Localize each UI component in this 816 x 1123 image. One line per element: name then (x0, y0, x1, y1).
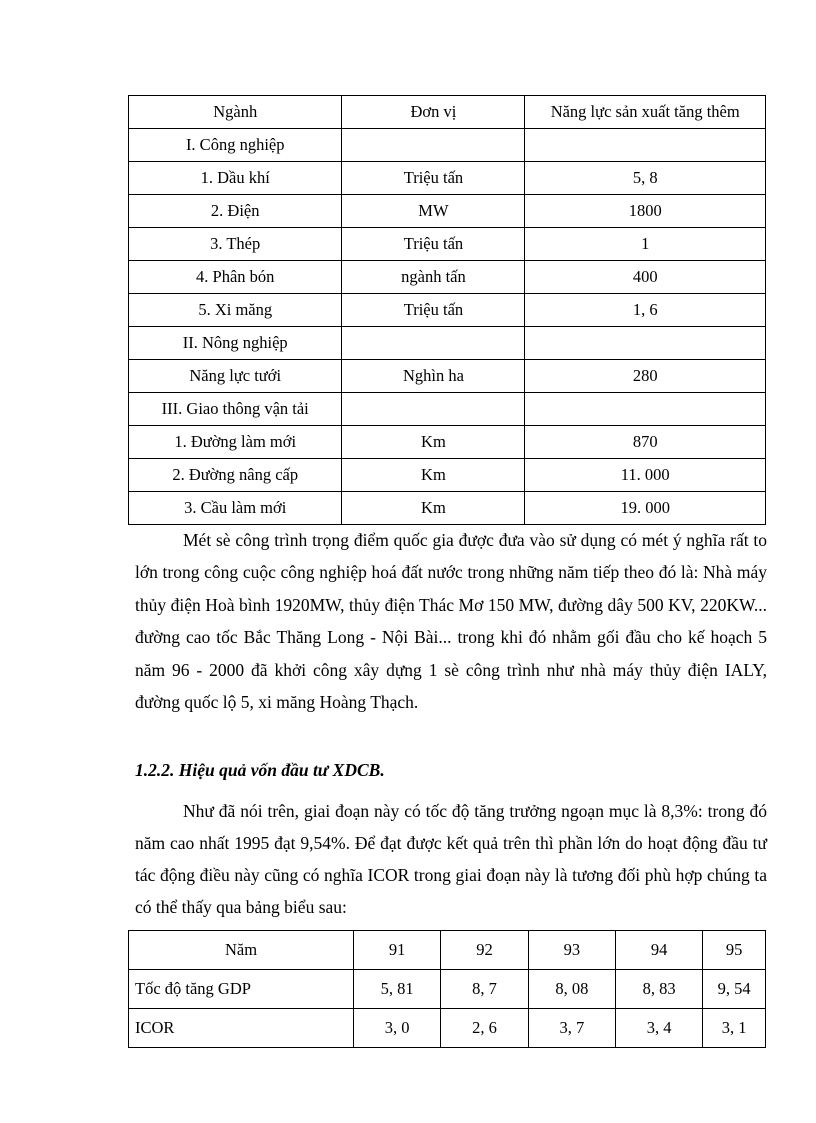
table-cell: 8, 08 (528, 970, 615, 1009)
table-cell: 1. Đường làm mới (129, 426, 342, 459)
table-cell: 1, 6 (525, 294, 766, 327)
table-cell: 400 (525, 261, 766, 294)
table-row (129, 393, 766, 426)
table-cell: Triệu tấn (342, 162, 525, 195)
table-cell: 5, 81 (354, 970, 441, 1009)
table-row-label: Tốc độ tăng GDP (129, 970, 354, 1009)
body-paragraph (135, 795, 767, 923)
table-row (129, 426, 766, 459)
table-cell: 3, 1 (703, 1009, 766, 1048)
table-row (129, 327, 766, 360)
table-cell: Triệu tấn (342, 294, 525, 327)
table-cell: 9, 54 (703, 970, 766, 1009)
table-cell: 1 (525, 228, 766, 261)
table-cell: Km (342, 459, 525, 492)
table-cell: 11. 000 (525, 459, 766, 492)
table-header-cell: 92 (441, 931, 528, 970)
table-header-cell: Ngành (129, 96, 342, 129)
table-cell: 8, 7 (441, 970, 528, 1009)
table-cell (342, 327, 525, 360)
table-cell: 3. Thép (129, 228, 342, 261)
table-cell: 2, 6 (441, 1009, 528, 1048)
table-row (129, 360, 766, 393)
table-cell: 3, 7 (528, 1009, 615, 1048)
table-row (129, 970, 766, 1009)
table-cell: 19. 000 (525, 492, 766, 525)
table-row (129, 459, 766, 492)
table-row (129, 162, 766, 195)
table-cell: Nghìn ha (342, 360, 525, 393)
table-header-cell: Đơn vị (342, 96, 525, 129)
table-cell: 2. Điện (129, 195, 342, 228)
table-cell: 870 (525, 426, 766, 459)
table-cell: III. Giao thông vận tải (129, 393, 342, 426)
table-cell: Km (342, 492, 525, 525)
table-cell: II. Nông nghiệp (129, 327, 342, 360)
table-header-row (129, 96, 766, 129)
table-header-cell: 91 (354, 931, 441, 970)
section-heading: 1.2.2. Hiệu quả vốn đầu tư XDCB. (135, 760, 385, 780)
table-cell (525, 327, 766, 360)
table-header-row (129, 931, 766, 970)
table-cell: 5. Xi măng (129, 294, 342, 327)
table-header-cell: 93 (528, 931, 615, 970)
table-header-cell: Năng lực sản xuất tăng thêm (525, 96, 766, 129)
paragraph-text: Như đã nói trên, giai đoạn này có tốc độ tăng trưởng ngoạn mục là 8,3%: trong đó năm cao nhất 1995 đạt 9,54%. Để đạt được kết quả trên thì phần lớn do hoạt động đầu tư tác động điều này cũng có nghĩa ICOR trong giai đoạn này là tương đối phù hợp chúng ta có thể thấy qua bảng biểu sau: (135, 801, 767, 917)
table-cell (525, 129, 766, 162)
table-cell: 280 (525, 360, 766, 393)
table-row (129, 195, 766, 228)
table-row (129, 261, 766, 294)
table-cell: I. Công nghiệp (129, 129, 342, 162)
table-cell: 5, 8 (525, 162, 766, 195)
table-cell: 4. Phân bón (129, 261, 342, 294)
table-row (129, 228, 766, 261)
table-cell: Triệu tấn (342, 228, 525, 261)
table-cell: MW (342, 195, 525, 228)
table-row (129, 129, 766, 162)
table-cell: Năng lực tưới (129, 360, 342, 393)
table-header-cell: Năm (129, 931, 354, 970)
table-header-cell: 95 (703, 931, 766, 970)
table-cell (342, 393, 525, 426)
capacity-table (128, 95, 766, 525)
table-row (129, 492, 766, 525)
table-cell: Km (342, 426, 525, 459)
table-row (129, 1009, 766, 1048)
table-cell: ngành tấn (342, 261, 525, 294)
table-cell: 1800 (525, 195, 766, 228)
table-cell: 3, 4 (615, 1009, 702, 1048)
icor-table (128, 930, 766, 1048)
table-cell: 3, 0 (354, 1009, 441, 1048)
table-cell (525, 393, 766, 426)
table-cell: 2. Đường nâng cấp (129, 459, 342, 492)
table-cell: 3. Cầu làm mới (129, 492, 342, 525)
paragraph-text: Mét sè công trình trọng điểm quốc gia được đưa vào sử dụng có mét ý nghĩa rất to lớn trong công cuộc công nghiệp hoá đất nước trong những năm tiếp theo đó là: Nhà máy thủy điện Hoà bình 1920MW, thủy điện Thác Mơ 150 MW, đường dây 500 KV, 220KW... đường cao tốc Bắc Thăng Long - Nội Bài... trong khi đó nhằm gối đầu cho kế hoạch 5 năm 96 - 2000 đã khởi công xây dựng 1 sè công trình như nhà máy thủy điện IALY, đường quốc lộ 5, xi măng Hoàng Thạch. (135, 530, 767, 713)
body-paragraph (135, 524, 767, 718)
table-cell: 1. Dầu khí (129, 162, 342, 195)
table-cell (342, 129, 525, 162)
table-row-label: ICOR (129, 1009, 354, 1048)
table-header-cell: 94 (615, 931, 702, 970)
table-row (129, 294, 766, 327)
table-cell: 8, 83 (615, 970, 702, 1009)
